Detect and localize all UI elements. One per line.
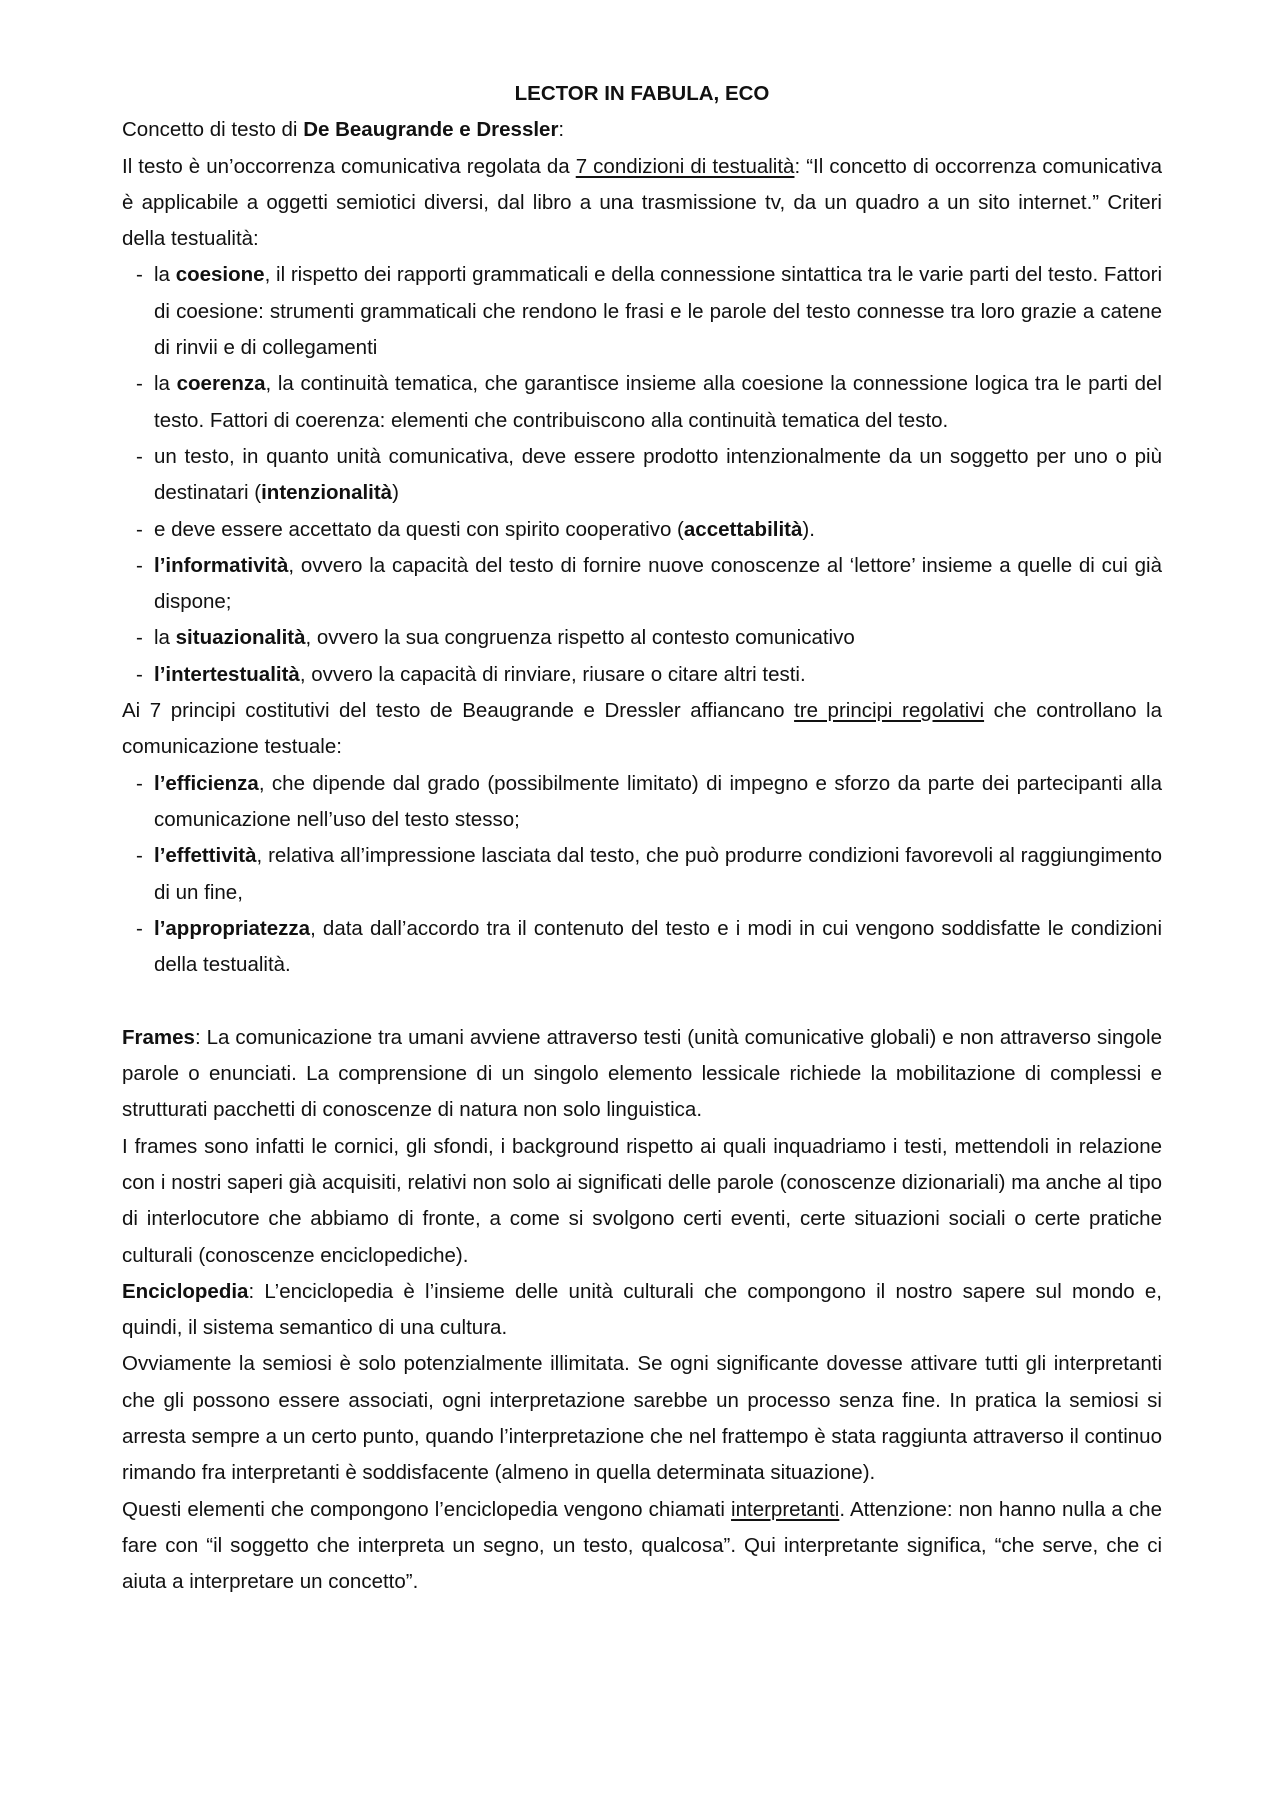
item-pre: e deve essere accettato da questi con spirito cooperativo ( [154, 517, 684, 541]
item-post: , il rispetto dei rapporti grammaticali e della connessione sintattica tra le varie parti del testo. Fattori di coesione: strumenti grammaticali che rendono le frasi e le parole del testo connesse tra loro grazie a catene di rinvii e di collegamenti [154, 263, 1162, 360]
list-item [122, 657, 1162, 693]
blank-line [122, 983, 1162, 1019]
list-item [122, 439, 1162, 512]
document-page [122, 76, 1162, 1600]
item-term: situazionalità [175, 626, 306, 650]
item-post: , relativa all’impressione lasciata dal testo, che può produrre condizioni favorevoli al raggiungimento di un fine, [154, 844, 1162, 904]
item-pre: la [154, 626, 176, 650]
item-pre: la [154, 372, 177, 396]
item-post: , la continuità tematica, che garantisce insieme alla coesione la connessione logica tra le parti del testo. Fattori di coerenza: elementi che contribuiscono alla continuità tematica del testo. [154, 372, 1162, 432]
frames-term: Frames [122, 1025, 195, 1049]
regulative-principles-link: tre principi regolativi [794, 699, 985, 723]
list-item [122, 620, 1162, 656]
list-item [122, 512, 1162, 548]
item-term: l’appropriatezza [154, 916, 311, 940]
item-term: l’intertestualità [154, 662, 300, 686]
item-post: ) [392, 481, 399, 505]
frames-detail: I frames sono infatti le cornici, gli sfondi, i background rispetto ai quali inquadriamo i testi, mettendoli in relazione con i nostri saperi già acquisiti, relativi non solo ai significati delle parole (conoscenze dizionariali) ma anche al tipo di interlocutore che abbiamo di fronte, a come si svolgono certi eventi, certe situazioni sociali o certe pratiche culturali (conoscenze enciclopediche). [122, 1134, 1162, 1267]
principles-list [122, 766, 1162, 984]
item-post: , ovvero la capacità di rinviare, riusare o citare altri testi. [299, 662, 806, 686]
list-item [122, 766, 1162, 839]
item-term: l’efficienza [154, 771, 259, 795]
semiosis-text: Ovviamente la semiosi è solo potenzialmente illimitata. Se ogni significante dovesse attivare tutti gli interpretanti che gli possono essere associati, ogni interpretazione sarebbe un processo senza fine. In pratica la semiosi si arresta sempre a un certo punto, quando l’interpretazione che nel frattempo è stata raggiunta attraverso il continuo rimando fra interpretanti è soddisfacente (almeno in quella determinata situazione). [122, 1352, 1162, 1485]
frames-text: : La comunicazione tra umani avviene attraverso testi (unità comunicative globali) e non attraverso singole parole o enunciati. La comprensione di un singolo elemento lessicale richiede la mobilitazione di complessi e strutturati pacchetti di conoscenze di natura non solo linguistica. [122, 1025, 1162, 1122]
item-term: l’informatività [154, 553, 289, 577]
textuality-conditions-link: 7 condizioni di testualità [575, 154, 795, 178]
definition-post: : “Il concetto di occorrenza comunicativa è applicabile a oggetti semiotici diversi, dal libro a una trasmissione tv, da un quadro a un sito internet.” Criteri della testualità: [122, 154, 1162, 251]
item-term: coesione [175, 263, 265, 287]
item-pre: un testo, in quanto unità comunicativa, deve essere prodotto intenzionalmente da un soggetto per uno o più destinatari ( [154, 444, 1162, 505]
criteria-list [122, 257, 1162, 693]
encyclopedia-text: : L’enciclopedia è l’insieme delle unità culturali che compongono il nostro sapere sul mondo e, quindi, il sistema semantico di una cultura. [122, 1279, 1162, 1340]
encyclopedia-term: Enciclopedia [122, 1279, 249, 1303]
item-post: , ovvero la sua congruenza rispetto al contesto comunicativo [305, 626, 855, 650]
item-post: , che dipende dal grado (possibilmente limitato) di impegno e sforzo da parte dei partecipanti alla comunicazione nell’uso del testo stesso; [154, 771, 1162, 831]
item-pre: la [154, 263, 176, 287]
regulative-paragraph [122, 693, 1162, 766]
encyclopedia-paragraph [122, 1274, 1162, 1347]
list-item [122, 257, 1162, 366]
frames-detail-paragraph [122, 1129, 1162, 1274]
item-post: , ovvero la capacità del testo di fornire nuove conoscenze al ‘lettore’ insieme a quelle di cui già dispone; [154, 553, 1162, 614]
interpretants-post: . Attenzione: non hanno nulla a che fare con “il soggetto che interpreta un segno, un testo, qualcosa”. Qui interpretante significa, “che serve, che ci aiuta a interpretare un concetto”. [122, 1497, 1162, 1594]
list-item [122, 366, 1162, 439]
item-post: ). [802, 517, 815, 541]
item-post: , data dall’accordo tra il contenuto del testo e i modi in cui vengono soddisfatte le condizioni della testualità. [154, 916, 1162, 977]
concept-line [122, 112, 1162, 148]
item-term: coerenza [176, 372, 266, 396]
concept-lead: Concetto di testo di [122, 118, 304, 142]
interpretants-pre: Questi elementi che compongono l’enciclopedia vengono chiamati [122, 1497, 732, 1521]
list-item [122, 911, 1162, 984]
definition-paragraph [122, 149, 1162, 258]
regulative-post: che controllano la comunicazione testuale: [122, 699, 1162, 759]
frames-paragraph [122, 1020, 1162, 1129]
page-title: LECTOR IN FABULA, ECO [514, 82, 770, 105]
concept-colon: : [558, 118, 565, 142]
concept-authors: De Beaugrande e Dressler [303, 118, 559, 142]
definition-pre: Il testo è un’occorrenza comunicativa regolata da [122, 154, 576, 178]
item-term: accettabilità [683, 517, 803, 541]
regulative-pre: Ai 7 principi costitutivi del testo de Beaugrande e Dressler affiancano [122, 699, 795, 723]
item-term: l’effettività [154, 844, 257, 868]
interpretants-link: interpretanti [731, 1497, 840, 1521]
interpretants-paragraph [122, 1492, 1162, 1601]
item-term: intenzionalità [261, 481, 393, 505]
list-item [122, 838, 1162, 911]
list-item [122, 548, 1162, 621]
semiosis-paragraph [122, 1346, 1162, 1491]
